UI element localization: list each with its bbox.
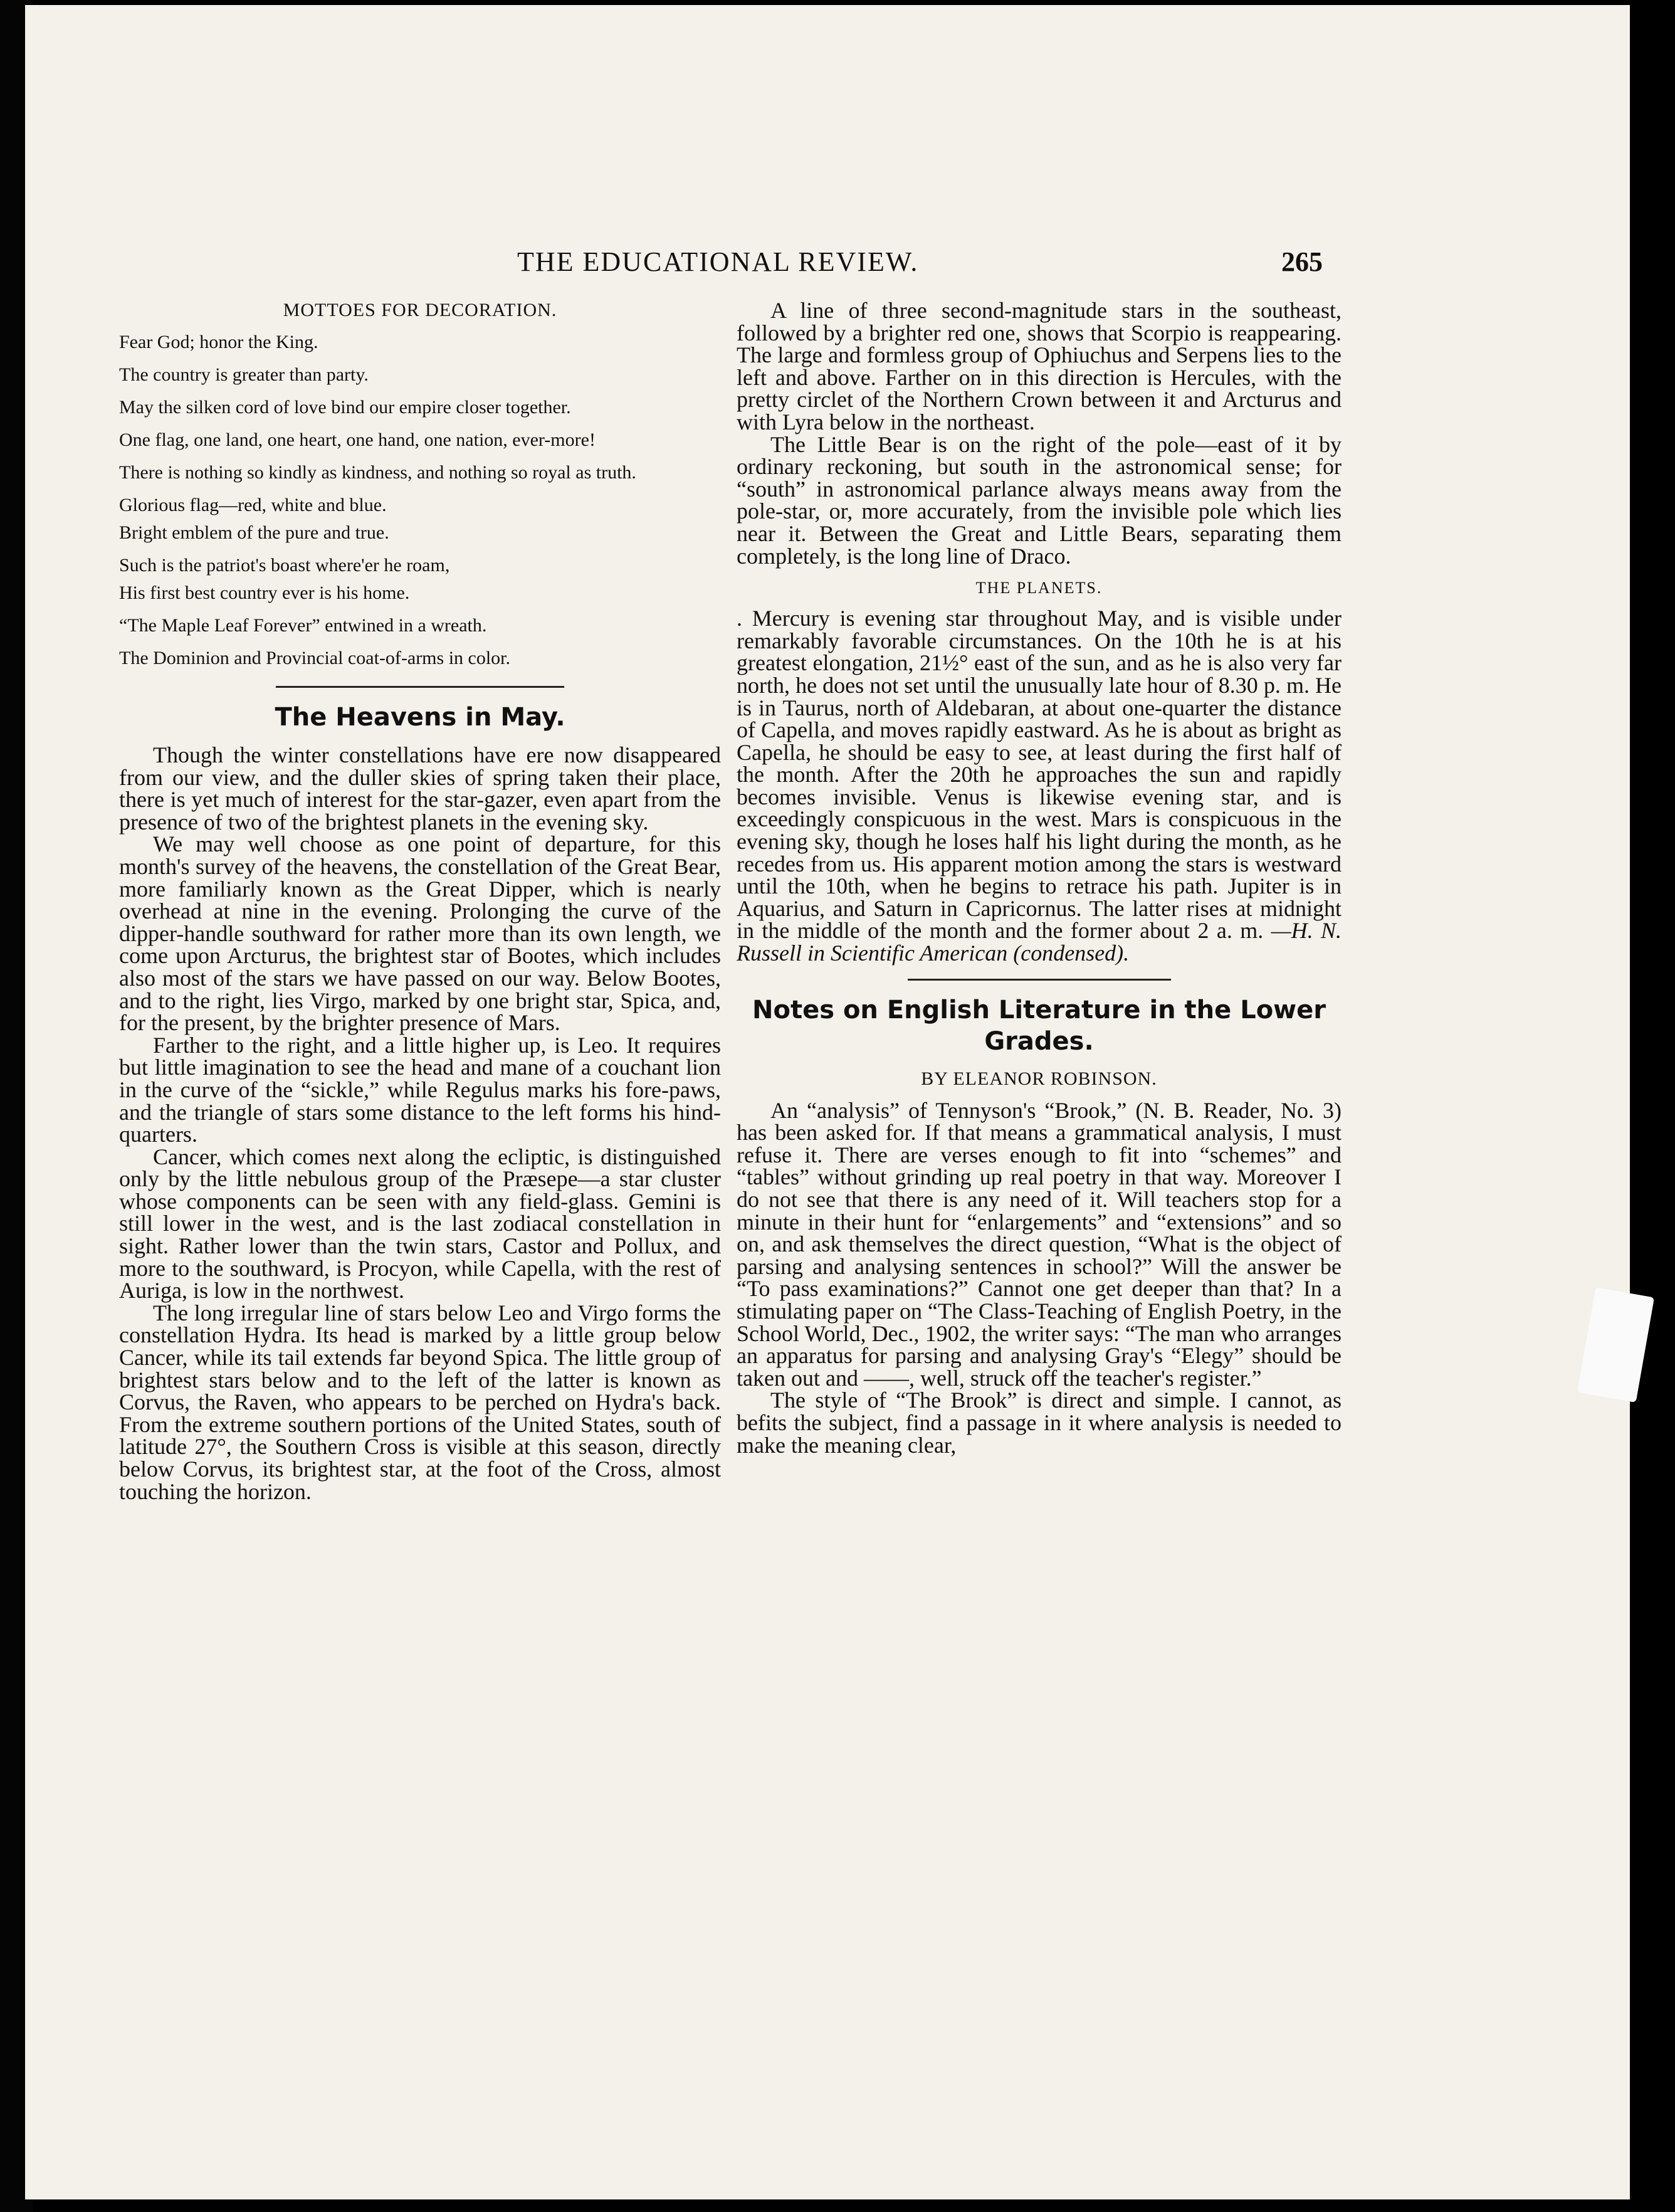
planets-heading: THE PLANETS.	[975, 579, 1103, 598]
motto: One flag, one land, one heart, one hand, one nation, ever-more!	[119, 429, 596, 450]
literature-article	[737, 1097, 1342, 1458]
scan-right-edge	[1630, 0, 1675, 2212]
mottoes-heading: MOTTOES FOR DECORATION.	[283, 300, 557, 320]
mottoes-section	[119, 300, 721, 672]
motto: There is nothing so kindly as kindness, and nothing so royal as truth.	[119, 462, 636, 483]
heavens-article	[119, 744, 721, 1503]
section-divider	[276, 686, 564, 688]
article-paragraph: Cancer, which comes next along the ecliptic, is distinguished only by the little nebulous group of the Præsepe—a star cluster whose components can be seen with any field-glass. Gemini is still lower in the west, and is the last zodiacal constellation in sight. Rather lower than the twin stars, Castor and Pollux, and more to the southward, is Procyon, while Capella, with the rest of Auriga, is low in the northwest.	[119, 1144, 721, 1304]
article-paragraph: A line of three second-magnitude stars in the southeast, followed by a brighter red one, shows that Scorpio is reappearing. The large and formless group of Ophiuchus and Serpens lies to the left and above. Farther on in this direction is Hercules, with the pretty circlet of the Northern Crown between it and Arcturus and with Lyra below in the northeast.	[737, 298, 1342, 434]
heavens-article-continued	[737, 300, 1342, 965]
left-column	[119, 300, 721, 1503]
motto-couplet	[119, 552, 721, 607]
byline: BY ELEANOR ROBINSON.	[921, 1068, 1157, 1089]
heavens-title: The Heavens in May.	[275, 703, 565, 732]
planets-text: . Mercury is evening star throughout May, and is visible under remarkably favorable circumstances. On the 10th he is at his greatest elongation, 21½° east of the sun, and as he is also very far north, he does not set until the unusually late hour of 8.30 p. m. He is in Taurus, north of Aldebaran, at about one-quarter the distance of Capella, and moves rapidly eastward. As he is about as bright as Capella, he should be easy to see, at least during the first half of the month. After the 20th he approaches the sun and rapidly becomes invisible. Venus is likewise evening star, and is exceedingly conspicuous in the west. Mars is conspicuous in the evening sky, though he loses half his light during the month, as he recedes from us. His apparent motion among the stars is westward until the 10th, when he begins to retrace his path. Jupiter is in Aquarius, and Saturn in Capricornus. The latter rises at midnight in the middle of the month and the former about 2 a. m.	[737, 606, 1342, 944]
article-paragraph: The style of “The Brook” is direct and simple. I cannot, as befits the subject, find a passage in it where analysis is needed to make the meaning clear,	[737, 1388, 1342, 1458]
page-number: 265	[1281, 246, 1323, 277]
motto: The country is greater than party.	[119, 364, 369, 385]
section-divider	[908, 979, 1171, 981]
couplet-line: Glorious flag—red, white and blue.	[119, 495, 387, 515]
article-paragraph: An “analysis” of Tennyson's “Brook,” (N. B. Reader, No. 3) has been asked for. If that means a grammatical analysis, I must refuse it. There are verses enough to fit into “schemes” and “tables” without grinding up real poetry in that way. Moreover I do not see that there is any need of it. Will teachers stop for a minute in their hunt for “enlargements” and “extensions” and so on, and ask themselves the direct question, “What is the object of parsing and analysing sentences in school?” Will the answer be “To pass examinations?” Cannot one get deeper than that? In a stimulating paper on “The Class-Teaching of English Poetry, in the School World, Dec., 1902, the writer says: “The man who arranges an apparatus for parsing and analysing Gray's “Elegy” should be taken out and ——, well, struck off the teacher's register.”	[737, 1097, 1342, 1391]
running-header	[113, 246, 1323, 290]
planets-paragraph	[737, 608, 1342, 965]
article-paragraph: Farther to the right, and a little higher up, is Leo. It requires but little imagination to see the head and mane of a couchant lion in the curve of the “sickle,” while Regulus marks his fore-paws, and the triangle of stars some distance to the left forms his hind-quarters.	[119, 1032, 721, 1147]
motto: “The Maple Leaf Forever” entwined in a wreath.	[119, 615, 487, 636]
attribution: —H. N. Russell in Scientific American (condensed).	[737, 918, 1342, 966]
literature-title: Notes on English Literature in the Lower Grades.	[752, 995, 1326, 1056]
motto: Fear God; honor the King.	[119, 332, 318, 352]
right-column	[737, 300, 1342, 1456]
motto: May the silken cord of love bind our empire closer together.	[119, 397, 571, 418]
couplet-line: Bright emblem of the pure and true.	[119, 522, 389, 543]
motto-couplet	[119, 492, 721, 547]
couplet-line: Such is the patriot's boast where'er he roam,	[119, 555, 450, 576]
article-paragraph: Though the winter constellations have ere now disappeared from our view, and the duller skies of spring taken their place, there is yet much of interest for the star-gazer, even apart from the presence of two of the brightest planets in the evening sky.	[119, 742, 721, 835]
article-paragraph: The Little Bear is on the right of the pole—east of it by ordinary reckoning, but south in the astronomical sense; for “south” in astronomical parlance always means away from the pole-star, or, more accurately, from the invisible pole which lies near it. Between the Great and Little Bears, separating them completely, is the long line of Draco.	[737, 431, 1342, 569]
couplet-line: His first best country ever is his home.	[119, 582, 410, 603]
article-paragraph: The long irregular line of stars below Leo and Virgo forms the constellation Hydra. Its head is marked by a little group below Cancer, while its tail extends far beyond Spica. The little group of brightest stars below and to the left of the latter is known as Corvus, the Raven, who appears to be perched on Hydra's back. From the extreme southern portions of the United States, south of latitude 27°, the Southern Cross is visible at this season, directly below Corvus, its brightest star, at the foot of the Cross, almost touching the horizon.	[119, 1300, 721, 1504]
motto: The Dominion and Provincial coat-of-arms in color.	[119, 648, 511, 668]
article-paragraph: We may well choose as one point of departure, for this month's survey of the heavens, the constellation of the Great Bear, more familiarly known as the Great Dipper, which is nearly overhead at nine in the evening. Prolonging the curve of the dipper-handle southward for rather more than its own length, we come upon Arcturus, the brightest star of Bootes, which includes also most of the stars we have passed on our way. Below Bootes, and to the right, lies Virgo, marked by one bright star, Spica, and, for the present, by the brighter presence of Mars.	[119, 831, 721, 1036]
running-title: THE EDUCATIONAL REVIEW.	[517, 246, 919, 277]
